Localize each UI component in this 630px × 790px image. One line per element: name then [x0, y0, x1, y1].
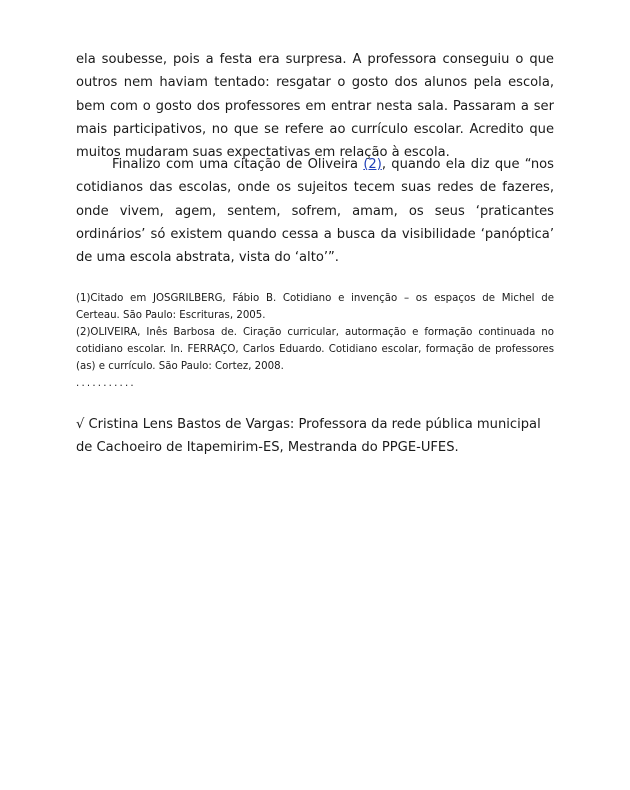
body-paragraph-2: [76, 153, 554, 269]
paragraph-2-text-after: , quando ela diz que “nos cotidianos das escolas, onde os sujeitos tecem suas redes de fazeres, onde vivem, agem, sentem, sofrem, amam, os seus ‘praticantes ordinários’ só existem quando cessa a busca da visibilidade ‘panóptica’ de uma escola abstrata, vista do ‘alto’”.: [76, 157, 554, 266]
footnote-2: (2)OLIVEIRA, Inês Barbosa de. Ciração curricular, autormação e formação continuada no cotidiano escolar. In. FERRAÇO, Carlos Eduardo. Cotidiano escolar, formação de professores (as) e currículo. São Paulo: Cortez, 2008.: [76, 327, 554, 372]
footnote-ref-link[interactable]: (2): [363, 157, 382, 172]
body-paragraph-1: ela soubesse, pois a festa era surpresa. A professora conseguiu o que outros nem haviam tentado: resgatar o gosto dos alunos pela escola, bem com o gosto dos professores em entrar nesta sala. Passaram a ser mais participativos, no que se refere ao currículo escolar. Acredito que muitos mudaram suas expectativas em relação à escola.: [76, 52, 554, 161]
footnote-1: (1)Citado em JOSGRILBERG, Fábio B. Cotidiano e invenção – os espaços de Michel de Certeau. São Paulo: Escrituras, 2005.: [76, 293, 554, 321]
footnote-separator: ...........: [76, 378, 136, 389]
paragraph-2-text-before: Finalizo com uma citação de Oliveira: [112, 157, 364, 172]
author-note: √ Cristina Lens Bastos de Vargas: Professora da rede pública municipal de Cachoeiro de Itapemirim-ES, Mestranda do PPGE-UFES.: [76, 417, 541, 456]
footnotes: [76, 290, 554, 392]
